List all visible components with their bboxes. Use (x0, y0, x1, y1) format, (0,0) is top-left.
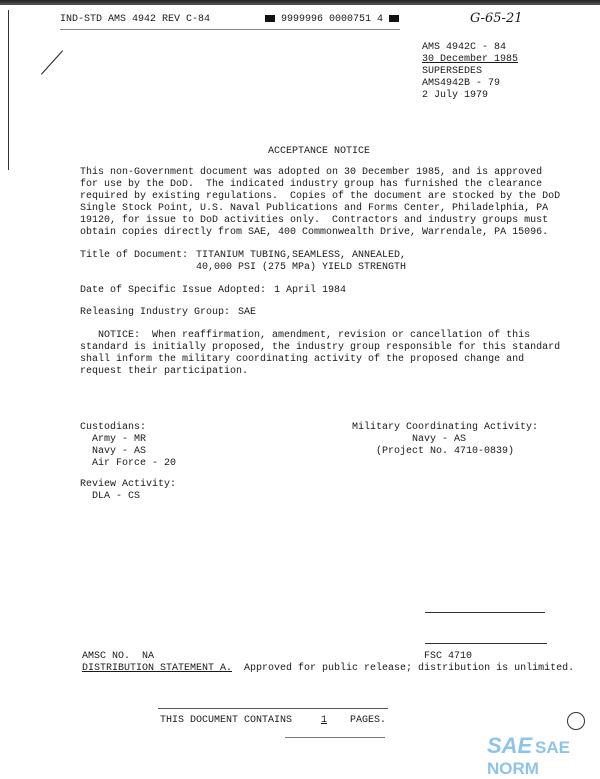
review-label: Review Activity: (80, 479, 177, 490)
header-rule (60, 29, 400, 30)
fsc-number: FSC 4710 (424, 651, 473, 662)
amsc-number: AMSC NO. NA (82, 651, 155, 662)
page-count: 1 (321, 715, 328, 726)
custodian-item: Navy - AS (92, 446, 147, 457)
supersedes-label: SUPERSEDES (422, 66, 483, 77)
margin-line (8, 10, 9, 170)
watermark-text: SAE NORM (487, 738, 570, 778)
rule (158, 708, 388, 709)
page-title: ACCEPTANCE NOTICE (268, 146, 371, 157)
superseded-date: 2 July 1979 (422, 90, 489, 101)
notice-line: request their participation. (80, 366, 249, 377)
paragraph-line: for use by the DoD. The indicated industry group has furnished the clearance (80, 179, 543, 190)
document-title-line: TITANIUM TUBING,SEAMLESS, ANNEALED, (196, 250, 407, 261)
paragraph-line: 19120, for issue to DoD activities only. Contractors and industry groups must (80, 215, 549, 226)
military-label: Military Coordinating Activity: (352, 422, 539, 433)
ref-number: AMS 4942C - 84 (422, 42, 507, 53)
pages-suffix: PAGES. (350, 715, 387, 726)
date-issue-value: 1 April 1984 (274, 285, 347, 296)
document-title-line: 40,000 PSI (275 MPa) YIELD STRENGTH (196, 262, 407, 273)
military-item: Navy - AS (412, 434, 467, 445)
notice-line: NOTICE: When reaffirmation, amendment, revision or cancellation of this (80, 330, 531, 341)
custodian-item: Air Force - 20 (92, 458, 177, 469)
scan-edge (0, 0, 600, 5)
paragraph-line: required by existing regulations. Copies of the document are stocked by the DoD (80, 191, 561, 202)
rule (425, 612, 545, 613)
header-code: IND-STD AMS 4942 REV C-84 (60, 14, 211, 25)
pen-mark (41, 50, 63, 74)
distribution-statement (82, 663, 574, 675)
superseded-number: AMS4942B - 79 (422, 78, 501, 89)
handwritten-number: G-65-21 (470, 11, 523, 26)
rule (425, 643, 547, 644)
military-item: (Project No. 4710-0839) (376, 446, 515, 457)
review-item: DLA - CS (92, 491, 141, 502)
barcode-number: 9999996 0000751 4 (281, 14, 384, 25)
distribution-label: DISTRIBUTION STATEMENT A. (82, 663, 233, 674)
page-count-line (160, 715, 386, 727)
rule (285, 737, 385, 738)
paragraph-line: Single Stock Point, U.S. Naval Publications and Forms Center, Philadelphia, PA (80, 203, 549, 214)
sae-norm-watermark: SAE SAE NORM (487, 733, 570, 778)
custodian-item: Army - MR (92, 434, 147, 445)
paragraph-line: obtain copies directly from SAE, 400 Commonwealth Drive, Warrendale, PA 15096. (80, 227, 549, 238)
releasing-group-value: SAE (238, 307, 257, 318)
notice-line: standard is initially proposed, the industry group responsible for this standard (80, 342, 561, 353)
releasing-group-label: Releasing Industry Group: (80, 307, 231, 318)
title-of-document-label: Title of Document: (80, 250, 189, 261)
seal-icon (567, 712, 585, 730)
ref-date: 30 December 1985 (422, 54, 519, 65)
distribution-text: Approved for public release; distribution is unlimited. (232, 663, 575, 674)
paragraph-line: This non-Government document was adopted on 30 December 1985, and is approved (80, 167, 543, 178)
barcode-line (265, 14, 399, 26)
pages-prefix: THIS DOCUMENT CONTAINS (160, 715, 293, 726)
notice-line: shall inform the military coordinating activity of the proposed change and (80, 354, 525, 365)
date-issue-label: Date of Specific Issue Adopted: (80, 285, 267, 296)
custodians-label: Custodians: (80, 422, 147, 433)
